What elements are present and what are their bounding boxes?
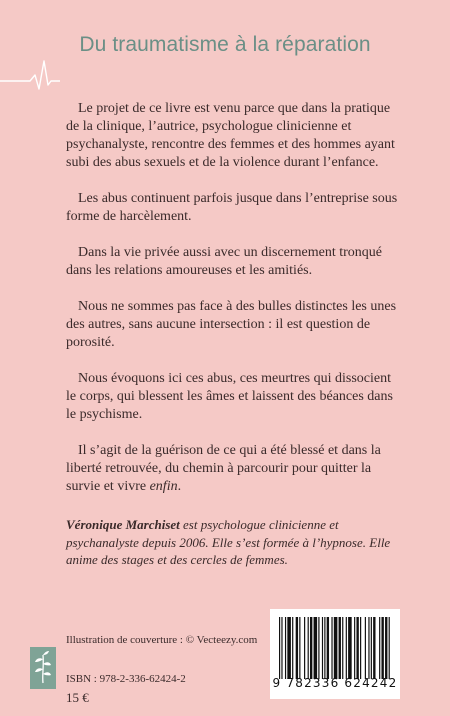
price: 15 € [66,690,89,705]
barcode-bar [318,617,319,679]
summary-paragraph: Le projet de ce livre est venu parce que dans la pratique de la clinique, l’autrice, psychologue clinicienne et psychanalyste, rencontre des femmes et des hommes ayant subi des abus sexuels et de la violence durant l’enfance. [66,101,395,170]
barcode-bar [285,617,286,679]
barcode [270,609,400,699]
barcode-bar [296,617,298,679]
barcode-bar [314,617,318,679]
barcode-bar [334,617,338,679]
barcode-bar [292,617,293,679]
last-paragraph-emphasis: enfin [149,479,178,494]
author-bio-text: est psychologue clinicienne et psychanalyste depuis 2006. Elle s’est formée à l’hypnose. Elle anime des stages et des cercles de femmes. [66,517,391,567]
barcode-bar [356,617,358,679]
barcode-bar [279,617,280,679]
barcode-bar [360,617,361,679]
heartbeat-line-icon [0,55,60,95]
summary-paragraph: Nous évoquons ici ces abus, ces meurtres qui dissocient le corps, qui blessent les âmes et laissent des béances dans le psychisme. [66,371,393,422]
isbn: ISBN : 978-2-336-62424-2 [66,673,186,685]
summary-text [66,100,402,514]
barcode-bar [379,617,380,679]
barcode-bar [368,617,369,679]
barcode-bar [324,617,325,679]
barcode-bar [371,617,372,679]
barcode-bar [354,617,355,679]
barcode-bars [279,617,391,679]
barcode-bar [327,617,329,679]
barcode-bar [373,617,375,679]
barcode-bar [310,617,312,679]
author-name: Véronique Marchiset [66,517,180,532]
summary-paragraph: Nous ne sommes pas face à des bulles distinctes les unes des autres, sans aucune intersection : il est question de porosité. [66,299,397,350]
barcode-bar [342,617,343,679]
barcode-bar [389,617,390,679]
barcode-bar [381,617,383,679]
barcode-bar [299,617,300,679]
barcode-bar [346,617,347,679]
barcode-digits: 9 782336 624242 [272,676,398,690]
summary-paragraph: Les abus continuent parfois jusque dans l’entreprise sous forme de harcèlement. [66,191,398,224]
illustration-credit: Illustration de couverture : © Vecteezy.com [66,634,258,646]
barcode-bar [308,617,309,679]
barcode-bar [348,617,352,679]
barcode-bar [365,617,366,679]
barcode-bar [331,617,332,679]
summary-paragraph-last [66,442,402,496]
summary-paragraph: Dans la vie privée aussi avec un discernement tronqué dans les relations amoureuses et les amitiés. [66,245,383,278]
barcode-bar [322,617,323,679]
last-paragraph-end: . [177,479,182,494]
last-paragraph-text: Il s’agit de la guérison de ce qui a été blessé et dans la liberté retrouvée, du chemin à parcourir pour quitter la survie et vivre [66,443,381,494]
barcode-bar [287,617,291,679]
barcode-bar [281,617,282,679]
publisher-logo-icon [30,647,56,689]
barcode-bar [385,617,387,679]
author-bio [66,516,401,569]
book-title: Du traumatisme à la réparation [79,33,371,56]
barcode-bar [304,617,305,679]
barcode-bar [339,617,341,679]
